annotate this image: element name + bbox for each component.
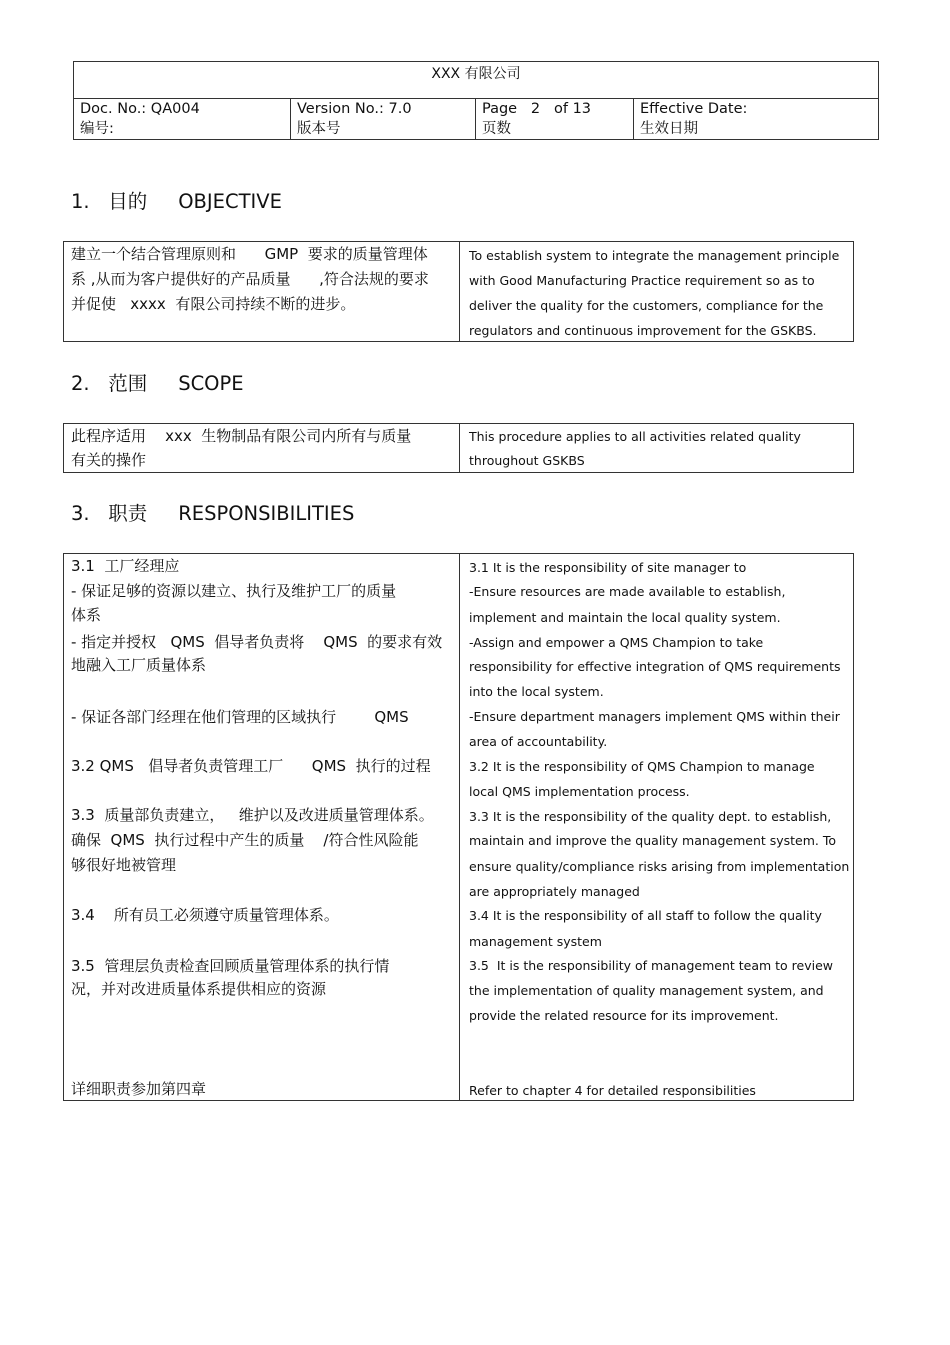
section-heading-objective: 1. 目的 OBJECTIVE <box>71 190 282 213</box>
responsibilities-zh-line: - 保证足够的资源以建立、执行及维护工厂的质量 <box>71 582 397 600</box>
objective-en-line: To establish system to integrate the management principle <box>469 248 840 263</box>
responsibilities-zh-line: 3.4 所有员工必须遵守质量管理体系。 <box>71 906 339 924</box>
objective-en-line: with Good Manufacturing Practice requirement so as to <box>469 273 815 288</box>
page-cell <box>475 98 633 139</box>
responsibilities-en-line: 3.5 It is the responsibility of management team to review <box>469 958 834 973</box>
effective-date-zh: 生效日期 <box>640 121 698 137</box>
responsibilities-zh-line: 够很好地被管理 <box>71 856 177 874</box>
responsibilities-en-line: provide the related resource for its improvement. <box>469 1008 779 1023</box>
scope-box <box>63 423 854 473</box>
doc-number-cell <box>74 98 290 139</box>
section-heading-responsibilities: 3. 职责 RESPONSIBILITIES <box>71 502 355 525</box>
effective-date-en: Effective Date: <box>640 101 748 117</box>
responsibilities-zh-line: 体系 <box>71 606 102 624</box>
responsibilities-en-line: area of accountability. <box>469 734 608 749</box>
version-zh: 版本号 <box>297 121 341 137</box>
objective-en-line: deliver the quality for the customers, compliance for the <box>469 298 824 313</box>
responsibilities-zh-line: 确保 QMS 执行过程中产生的质量 /符合性风险能 <box>71 831 419 849</box>
version-en: Version No.: 7.0 <box>297 101 412 117</box>
objective-zh-line: 建立一个结合管理原则和 GMP 要求的质量管理体 <box>71 245 428 263</box>
column-divider <box>459 554 460 1100</box>
objective-box <box>63 241 854 342</box>
objective-en-line: regulators and continuous improvement for the GSKBS. <box>469 323 817 338</box>
page-zh: 页数 <box>482 121 511 137</box>
doc-number-zh: 编号: <box>80 121 114 137</box>
column-divider <box>459 242 460 341</box>
responsibilities-zh-line: 3.3 质量部负责建立， 维护以及改进质量管理体系。 <box>71 806 434 824</box>
responsibilities-zh-line: 详细职责参加第四章 <box>71 1080 207 1098</box>
responsibilities-en-line: are appropriately managed <box>469 884 640 899</box>
document-header-table <box>73 61 879 140</box>
responsibilities-en-line: 3.3 It is the responsibility of the quality dept. to establish, <box>469 809 832 824</box>
column-divider <box>459 424 460 472</box>
doc-number-en: Doc. No.: QA004 <box>80 101 200 117</box>
objective-zh-line: 系 ,从而为客户提供好的产品质量 ,符合法规的要求 <box>71 270 429 288</box>
scope-zh-line: 此程序适用 xxx 生物制品有限公司内所有与质量 <box>71 427 412 445</box>
scope-en-line: throughout GSKBS <box>469 453 585 468</box>
page-en: Page 2 of 13 <box>482 101 592 117</box>
company-name: XXX 有限公司 <box>74 62 878 99</box>
responsibilities-zh-line: 3.5 管理层负责检查回顾质量管理体系的执行情 <box>71 957 390 975</box>
responsibilities-en-line: -Ensure department managers implement QMS within their <box>469 709 840 724</box>
scope-en-line: This procedure applies to all activities related quality <box>469 429 801 444</box>
responsibilities-en-line: responsibility for effective integration of QMS requirements <box>469 659 841 674</box>
responsibilities-zh-line: 况，并对改进质量体系提供相应的资源 <box>71 980 327 998</box>
responsibilities-en-line: ensure quality/compliance risks arising from implementation <box>469 859 850 874</box>
responsibilities-zh-line: 3.1 工厂经理应 <box>71 557 180 575</box>
scope-zh-line: 有关的操作 <box>71 451 147 469</box>
responsibilities-en-line: implement and maintain the local quality system. <box>469 610 781 625</box>
responsibilities-zh-line: - 指定并授权 QMS 倡导者负责将 QMS 的要求有效 <box>71 633 443 651</box>
responsibilities-en-line: into the local system. <box>469 684 604 699</box>
section-heading-scope: 2. 范围 SCOPE <box>71 372 244 395</box>
version-cell <box>290 98 475 139</box>
responsibilities-en-line: -Ensure resources are made available to establish, <box>469 584 786 599</box>
responsibilities-en-line: local QMS implementation process. <box>469 784 690 799</box>
responsibilities-en-line: 3.4 It is the responsibility of all staff to follow the quality <box>469 908 822 923</box>
responsibilities-en-line: maintain and improve the quality management system. To <box>469 833 837 848</box>
responsibilities-en-line: management system <box>469 934 602 949</box>
responsibilities-box <box>63 553 854 1101</box>
responsibilities-en-line: the implementation of quality management system, and <box>469 983 824 998</box>
responsibilities-en-line: 3.2 It is the responsibility of QMS Champion to manage <box>469 759 815 774</box>
responsibilities-zh-line: - 保证各部门经理在他们管理的区域执行 QMS <box>71 708 409 726</box>
objective-zh-line: 并促使 xxxx 有限公司持续不断的进步。 <box>71 295 356 313</box>
responsibilities-en-line: -Assign and empower a QMS Champion to take <box>469 635 764 650</box>
responsibilities-zh-line: 地融入工厂质量体系 <box>71 656 207 674</box>
responsibilities-en-line: Refer to chapter 4 for detailed responsibilities <box>469 1083 756 1098</box>
effective-date-cell <box>633 98 878 139</box>
responsibilities-en-line: 3.1 It is the responsibility of site manager to <box>469 560 747 575</box>
responsibilities-zh-line: 3.2 QMS 倡导者负责管理工厂 QMS 执行的过程 <box>71 757 431 775</box>
